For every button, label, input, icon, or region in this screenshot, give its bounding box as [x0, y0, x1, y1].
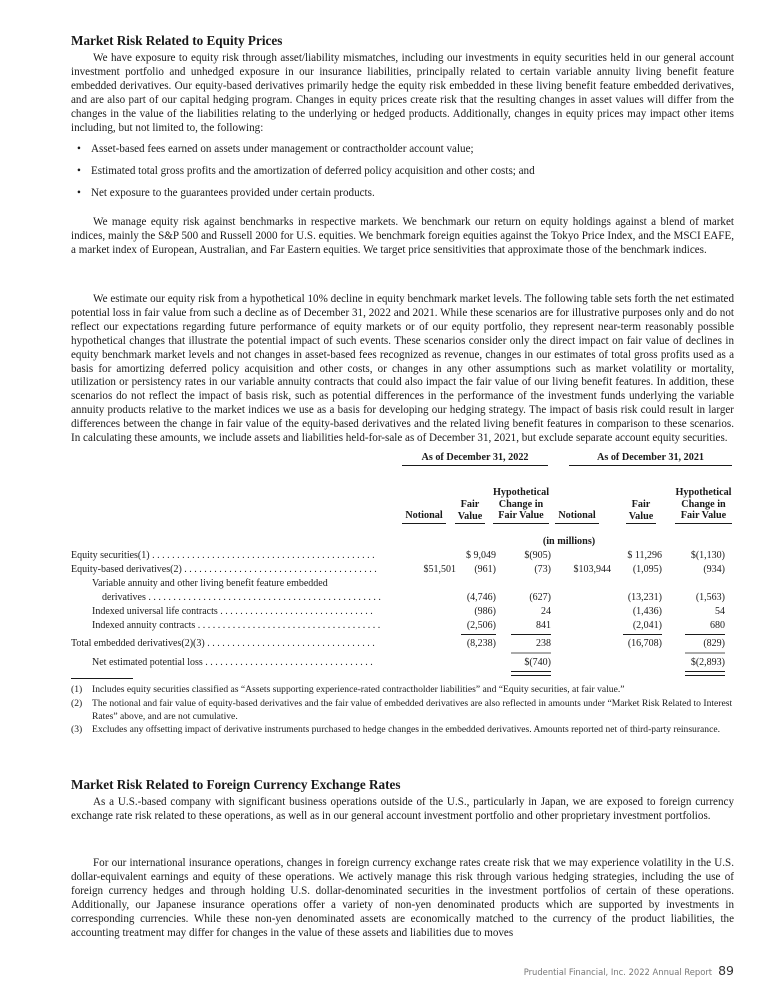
table-row: derivatives . . . . . . . . . . . . . . . . . . . . . . . . . . . . . . . . . . . . . . . . . . . . . . . (4,746) (627) (13,231) (1,563) — [102, 592, 725, 603]
units-label: (in millions) — [542, 536, 596, 547]
subtotal-rule — [623, 634, 662, 635]
col-header-fair-value-2021: Fair Value — [626, 499, 656, 524]
group-header-2022: As of December 31, 2022 — [402, 452, 548, 466]
footnote-1: (1) Includes equity securities classified as “Assets supporting experience-rated contractholder liabilities” and “Equity securities, at fair value.” — [71, 684, 625, 695]
bullet-list — [71, 142, 734, 208]
col-header-hypothetical-2021: Hypothetical Change in Fair Value — [675, 487, 732, 524]
double-rule — [685, 671, 725, 676]
bullet-item: • Asset-based fees earned on assets under management or contractholder account value; — [77, 143, 474, 155]
double-rule — [511, 671, 551, 676]
table-row-net-loss: Net estimated potential loss . . . . . . . . . . . . . . . . . . . . . . . . . . . . . . . . . . $(740) $(2,893) — [92, 657, 725, 668]
col-header-notional-2022: Notional — [402, 510, 446, 524]
bullet-icon: • — [77, 143, 81, 155]
col-header-fair-value-2022: Fair Value — [455, 499, 485, 524]
subtotal-rule — [511, 634, 551, 635]
table-row: Equity securities(1) . . . . . . . . . . . . . . . . . . . . . . . . . . . . . . . . . . . . . . . . . . . . . $ 9,049 $(905) $ 11,296 $(1,130) — [71, 550, 725, 561]
paragraph-benchmarks: We manage equity risk against benchmarks in respective markets. We benchmark our return on equity holdings against a blend of market indices, mainly the S&P 500 and Russell 2000 for U.S. equities. We benchmark foreign equities against the Tokyo Price Index, and the MSCI EAFE, a market index of European, Australian, and Far Eastern equities. We target price sensitivities that approximate those of the benchmark indices. — [71, 216, 734, 256]
footnote-3: (3) Excludes any offsetting impact of derivative instruments purchased to hedge changes in the embedded derivatives. Amounts reported net of third-party reinsurance. — [71, 724, 721, 735]
section-heading-equity-prices: Market Risk Related to Equity Prices — [71, 33, 283, 48]
footnote-2: (2) The notional and fair value of equity-based derivatives and the fair value of embedded derivatives are also reflected in amounts under “Market Risk Related to Interest Rates” above, and are not cumulative. — [71, 698, 733, 722]
footer-text: Prudential Financial, Inc. 2022 Annual Report — [523, 967, 713, 977]
footnote-divider — [71, 678, 133, 679]
paragraph-fx-exposure: As a U.S.-based company with significant business operations outside of the U.S., particularly in Japan, we are exposed to foreign currency exchange rate risk related to these operations, as well as in our general account investment portfolio and other proprietary investment portfolios. — [71, 796, 734, 822]
table-row: Indexed annuity contracts . . . . . . . . . . . . . . . . . . . . . . . . . . . . . . . . . . . . . (2,506) 841 (2,041) 680 — [92, 620, 725, 631]
paragraph-hypothetical-decline: We estimate our equity risk from a hypothetical 10% decline in equity benchmark market levels. The following table sets forth the net estimated potential loss in fair value from such a decline as of December 31, 2022 and 2021. While these scenarios are for illustrative purposes only and do not reflect our expectations regarding future performance of equity markets or of our equity portfolio, they represent near-term reasonably possible hypothetical changes that illustrate the potential impact of such events. These scenarios consider only the direct impact on fair value of declines in equity benchmark market levels and not changes in asset-based fees recognized as revenue, changes in our estimates of total gross profits used as a basis for amortizing deferred policy acquisition and other costs, or changes in any other assumptions such as market volatility or mortality, utilization or persistency rates in our variable annuity contracts that could also impact the fair value of our living benefit features. In addition, these scenarios do not reflect the impact of basis risk, such as potential differences in the performance of the investment funds underlying the variable annuity products relative to the market indices we use as a basis for developing our hedging strategy. The impact of basis risk could result in larger differences between the change in fair value of the equity-based derivatives and the related living benefit features in comparison to these scenarios. In calculating these amounts, we include assets and liabilities held-for-sale as of December 31, 2021, but exclude separate account equity securities. — [71, 293, 734, 445]
subtotal-rule — [685, 634, 725, 635]
table-row: Indexed universal life contracts . . . . . . . . . . . . . . . . . . . . . . . . . . . . . . . (986) 24 (1,436) 54 — [92, 606, 725, 617]
bullet-item: • Net exposure to the guarantees provided under certain products. — [77, 187, 375, 199]
page-number: 89 — [718, 963, 734, 978]
subtotal-rule — [461, 634, 496, 635]
table-row-total: Total embedded derivatives(2)(3) . . . . . . . . . . . . . . . . . . . . . . . . . . . . . . . . . . (8,238) 238 (16,708) (829) — [71, 638, 725, 649]
bullet-icon: • — [77, 187, 81, 199]
col-header-notional-2021: Notional — [555, 510, 599, 524]
col-header-hypothetical-2022: Hypothetical Change in Fair Value — [493, 487, 549, 524]
bullet-icon: • — [77, 165, 81, 177]
section-heading-foreign-currency: Market Risk Related to Foreign Currency Exchange Rates — [71, 777, 401, 792]
table-row: Equity-based derivatives(2) . . . . . . . . . . . . . . . . . . . . . . . . . . . . . . . . . . . . . . . $51,501 (961) (73) $103,944 (1,095) (934) — [71, 564, 725, 575]
paragraph-fx-operations: For our international insurance operations, changes in foreign currency exchange rates create risk that we may experience volatility in the U.S. dollar-equivalent earnings and equity of these operations. We actively manage this risk through various hedging strategies, including the use of foreign currency hedges and through holding U.S. dollar-denominated securities in the investment portfolios of certain of these operations. Additionally, our Japanese insurance operations offer a variety of non-yen denominated products which are supported by investments in corresponding currencies. While these non-yen denominated assets are economically matched to the currency of the product liabilities, the accounting treatment may differ for changes in the value of these assets and liabilities due to moves — [71, 857, 734, 939]
table-row: Variable annuity and other living benefit feature embedded — [92, 578, 328, 589]
group-header-2021: As of December 31, 2021 — [569, 452, 732, 466]
bullet-item: • Estimated total gross profits and the amortization of deferred policy acquisition and other costs; and — [77, 165, 535, 177]
total-rule — [511, 652, 551, 654]
paragraph-equity-exposure: We have exposure to equity risk through asset/liability mismatches, including our investments in equity securities held in our general account investment portfolio and unhedged exposure in our insurance liabilities, principally related to certain variable annuity living benefit feature embedded derivatives. Our equity-based derivatives primarily hedge the equity risk embedded in these living benefit feature embedded derivatives, and are also part of our capital hedging program. Changes in equity prices create risk that the resulting changes in asset values will differ from the changes in the value of the liabilities relating to the underlying or hedged products. Additionally, changes in equity prices may impact other items including, but not limited to, the following: — [71, 52, 734, 134]
page-footer — [524, 963, 734, 978]
total-rule — [685, 652, 725, 654]
